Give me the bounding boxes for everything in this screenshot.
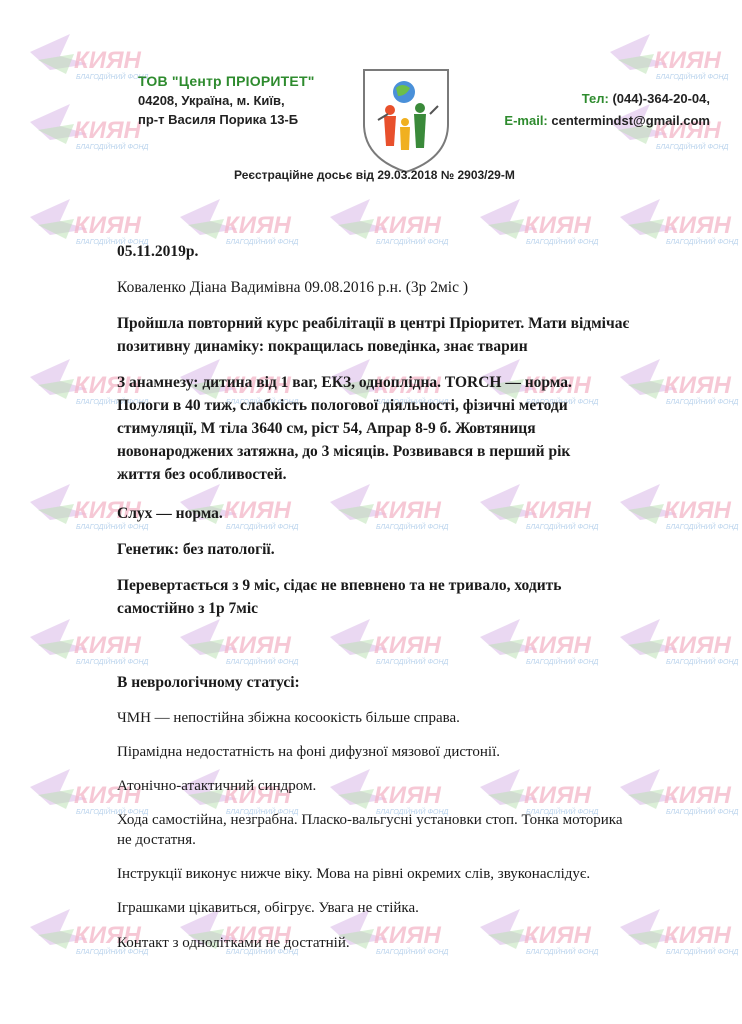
watermark-stamp — [620, 199, 739, 246]
hearing-line: Слух — норма. — [117, 505, 223, 522]
motor-line-1: Перевертається з 9 міс, сідає не впевнено та не тривало, ходить — [117, 577, 562, 594]
neuro-item-5: Інструкції виконує нижче віку. Мова на рівні окремих слів, звуконаслідує. — [117, 866, 591, 882]
watermark-layer: КИЯН — [0, 0, 742, 1024]
email-value: centermindst@gmail.com — [551, 113, 710, 128]
neuro-heading: В неврологічному статусі: — [117, 674, 300, 691]
watermark-stamp — [30, 199, 149, 246]
anamnesis-line-2: Пологи в 40 тиж, слабкість пологової діяльності, фізичні методи — [117, 397, 568, 414]
watermark-stamp — [330, 199, 449, 246]
organization-block — [138, 72, 358, 129]
neuro-item-4-line-2: не достатня. — [117, 832, 196, 848]
org-name: ТОВ "Центр ПРІОРИТЕТ" — [138, 73, 315, 89]
neuro-item-6: Іграшками цікавиться, обігрує. Увага не стійка. — [117, 900, 419, 916]
document-date: 05.11.2019р. — [117, 243, 199, 260]
anamnesis-line-4: новонароджених затяжна, до 3 місяців. Розвивався в перший рік — [117, 443, 571, 460]
contacts-block — [470, 88, 710, 132]
watermark-stamp — [30, 619, 149, 666]
org-address-line1: 04208, Україна, м. Київ, — [138, 93, 285, 108]
letterhead — [0, 0, 742, 200]
neuro-item-7: Контакт з однолітками не достатній. — [117, 935, 350, 951]
center-logo-icon — [358, 66, 454, 176]
neuro-item-2: Пірамідна недостатність на фоні дифузної мязової дистонії. — [117, 744, 500, 760]
anamnesis-line-3: стимуляції, М тіла 3640 см, ріст 54, Апрар 8-9 б. Жовтяниця — [117, 420, 536, 437]
email-label: E-mail: — [504, 113, 548, 128]
anamnesis-line-1: З анамнезу: дитина від 1 ваг, ЕКЗ, одноплідна. TORCH — норма. — [117, 374, 572, 391]
watermark-stamp — [180, 619, 299, 666]
genetics-line: Генетик: без патології. — [117, 541, 275, 558]
patient-line: Коваленко Діана Вадимівна 09.08.2016 р.н. (3р 2міс ) — [117, 279, 469, 296]
course-line-2: позитивну динаміку: покращилась поведінка, знає тварин — [117, 338, 528, 355]
neuro-item-4-line-1: Хода самостійна, незграбна. Пласко-вальгусні установки стоп. Тонка моторика — [117, 812, 623, 828]
watermark-stamp — [620, 619, 739, 666]
motor-line-2: самостійно з 1р 7міс — [117, 600, 259, 617]
neuro-item-3: Атонічно-атактичний синдром. — [117, 778, 317, 794]
watermark-stamp — [180, 199, 299, 246]
phone-value: (044)-364-20-04, — [612, 91, 710, 106]
course-line-1: Пройшла повторний курс реабілітації в центрі Пріоритет. Мати відмічає — [117, 315, 630, 332]
org-address-line2: пр-т Василя Порика 13-Б — [138, 112, 299, 127]
watermark-stamp — [330, 619, 449, 666]
watermark-stamp — [480, 199, 599, 246]
registration-line: Реєстраційне досьє від 29.03.2018 № 2903/29-М — [234, 168, 515, 182]
phone-label: Тел: — [581, 91, 609, 106]
watermark-stamp — [480, 619, 599, 666]
anamnesis-line-5: життя без особливостей. — [117, 466, 287, 483]
neuro-item-1: ЧМН — непостійна збіжна косоокість більше справа. — [117, 710, 460, 726]
